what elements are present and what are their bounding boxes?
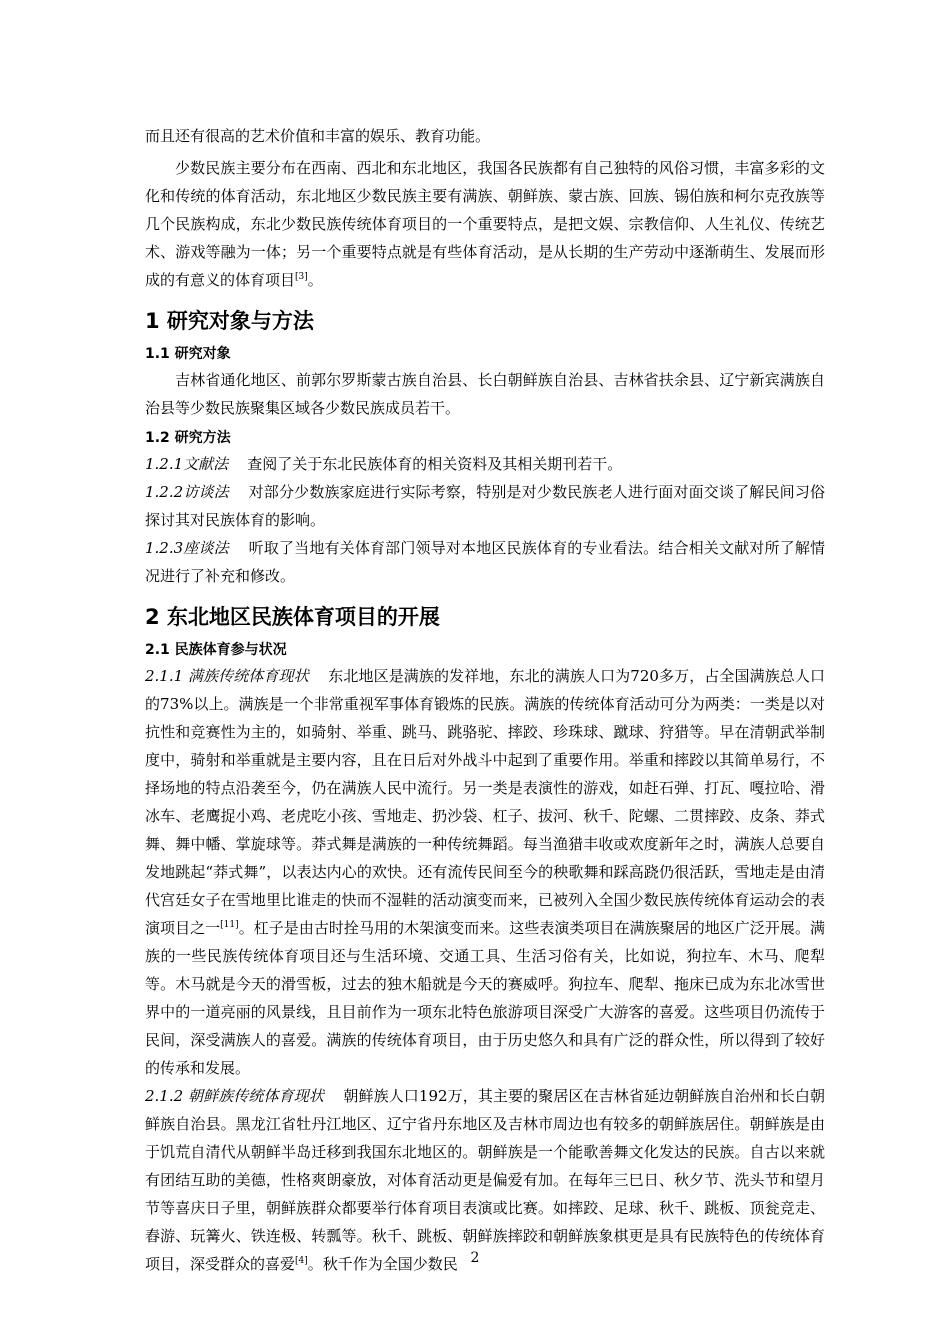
section-2-heading: 2 东北地区民族体育项目的开展 — [145, 605, 440, 629]
method-interview — [145, 478, 825, 534]
korean-label: 2.1.2 朝鲜族传统体育现状 — [145, 1087, 324, 1105]
paragraph-continuation: 而且还有很高的艺术价值和丰富的娱乐、教育功能。 — [145, 127, 491, 145]
citation-ref: [11] — [220, 920, 239, 930]
method-literature-label: 1.2.1文献法 — [145, 455, 229, 473]
subsection-1-2-heading: 1.2 研究方法 — [145, 430, 231, 446]
method-literature — [145, 450, 825, 478]
method-interview-text: 对部分少数族家庭进行实际考察，特别是对少数民族老人进行面对面交谈了解民间习俗探讨其对民族体育的影响。 — [145, 483, 825, 529]
method-symposium-text: 听取了当地有关体育部门领导对本地区民族体育的专业看法。结合相关文献对所了解情况进行了补充和修改。 — [145, 539, 825, 585]
section-1-heading: 1 研究对象与方法 — [145, 309, 314, 333]
paragraph-intro — [145, 154, 825, 294]
manchu-label: 2.1.1 满族传统体育现状 — [145, 667, 309, 685]
page-body — [145, 122, 825, 1278]
method-symposium-label: 1.2.3座谈法 — [145, 539, 229, 557]
method-symposium — [145, 534, 825, 590]
subsection-1-1-heading: 1.1 研究对象 — [145, 346, 231, 362]
korean-text-2: 。秋千作为全国少数民 — [307, 1255, 458, 1273]
manchu-text-1: 东北地区是满族的发祥地，东北的满族人口为720多万，占全国满族总人口的73%以上。满族是一个非常重视军事体育锻炼的民族。满族的传统体育活动可分为两类：一类是以对抗性和竞赛性为主的，如骑射、举重、跳马、跳骆驼、摔跤、珍珠球、蹴球、狩猎等。早在清朝武举制度中，骑射和举重就是主要内容，且在日后对外战斗中起到了重要作用。举重和摔跤以其简单易行，不择场地的特点沿袭至今，仍在满族人民中流行。另一类是表演性的游戏，如赶石弹、打瓦、嘎拉哈、滑冰车、老鹰捉小鸡、老虎吃小孩、雪地走、扔沙袋、杠子、拔河、秋千、陀螺、二贯摔跤、皮条、莽式舞、舞中幡、掌旋球等。莽式舞是满族的一种传统舞蹈。每当渔猎丰收或欢度新年之时，满族人总要自发地跳起“莽式舞”，以表达内心的欢快。还有流传民间至今的秧歌舞和踩高跷仍很活跃，雪地走是由清代宫廷女子在雪地里比谁走的快而不湿鞋的活动演变而来，已被列入全国少数民族传统体育运动会的表演项目之一 — [145, 667, 825, 937]
manchu-text-2: 。杠子是由古时拴马用的木架演变而来。这些表演类项目在满族聚居的地区广泛开展。满族的一些民族传统体育项目还与生活环境、交通工具、生活习俗有关，比如说，狗拉车、木马、爬犁等。木马就是今天的滑雪板，过去的独木船就是今天的赛威呼。狗拉车、爬犁、拖床已成为东北冰雪世界中的一道亮丽的风景线，且目前作为一项东北特色旅游项目深受广大游客的喜爱。这些项目仍流传于民间，深受满族人的喜爱。满族的传统体育项目，由于历史悠久和具有广泛的群众性，所以得到了较好的传承和发展。 — [145, 919, 825, 1077]
citation-ref: [3] — [295, 272, 308, 282]
paragraph-intro-end: 。 — [307, 271, 323, 289]
research-subjects-paragraph: 吉林省通化地区、前郭尔罗斯蒙古族自治县、长白朝鲜族自治县、吉林省扶余县、辽宁新宾满族自治县等少数民族聚集区域各少数民族成员若干。 — [145, 371, 825, 417]
method-literature-text: 查阅了关于东北民族体育的相关资料及其相关期刊若干。 — [247, 455, 623, 473]
korean-paragraph — [145, 1082, 825, 1278]
korean-text-1: 朝鲜族人口192万，其主要的聚居区在吉林省延边朝鲜族自治州和长白朝鲜族自治县。黑龙江省牡丹江地区、辽宁省丹东地区及吉林市周边也有较多的朝鲜族居住。朝鲜族是由于饥荒自清代从朝鲜半岛迁移到我国东北地区的。朝鲜族是一个能歌善舞文化发达的民族。自古以来就有团结互助的美德，性格爽朗豪放，对体育活动更是偏爱有加。在每年三巳日、秋夕节、洗头节和望月节等喜庆日子里，朝鲜族群众都要举行体育项目表演或比赛。如摔跤、足球、秋千、跳板、顶瓮竞走、舂游、玩篝火、铁连极、转瓢等。秋千、跳板、朝鲜族摔跤和朝鲜族象棋更是具有民族特色的传统体育项目，深受群众的喜爱 — [145, 1087, 826, 1273]
manchu-paragraph — [145, 662, 825, 1082]
subsection-2-1-heading: 2.1 民族体育参与状况 — [145, 642, 287, 658]
method-interview-label: 1.2.2访谈法 — [145, 483, 229, 501]
citation-ref: [4] — [295, 1256, 308, 1266]
paragraph-intro-text: 少数民族主要分布在西南、西北和东北地区，我国各民族都有自己独特的风俗习惯，丰富多彩的文化和传统的体育活动，东北地区少数民族主要有满族、朝鲜族、蒙古族、回族、锡伯族和柯尔克孜族等几个民族构成，东北少数民族传统体育项目的一个重要特点，是把文娱、宗教信仰、人生礼仪、传统艺术、游戏等融为一体；另一个重要特点就是有些体育活动，是从长期的生产劳动中逐渐萌生、发展而形成的有意义的体育项目 — [145, 159, 825, 289]
page-number: 2 — [470, 1250, 480, 1266]
